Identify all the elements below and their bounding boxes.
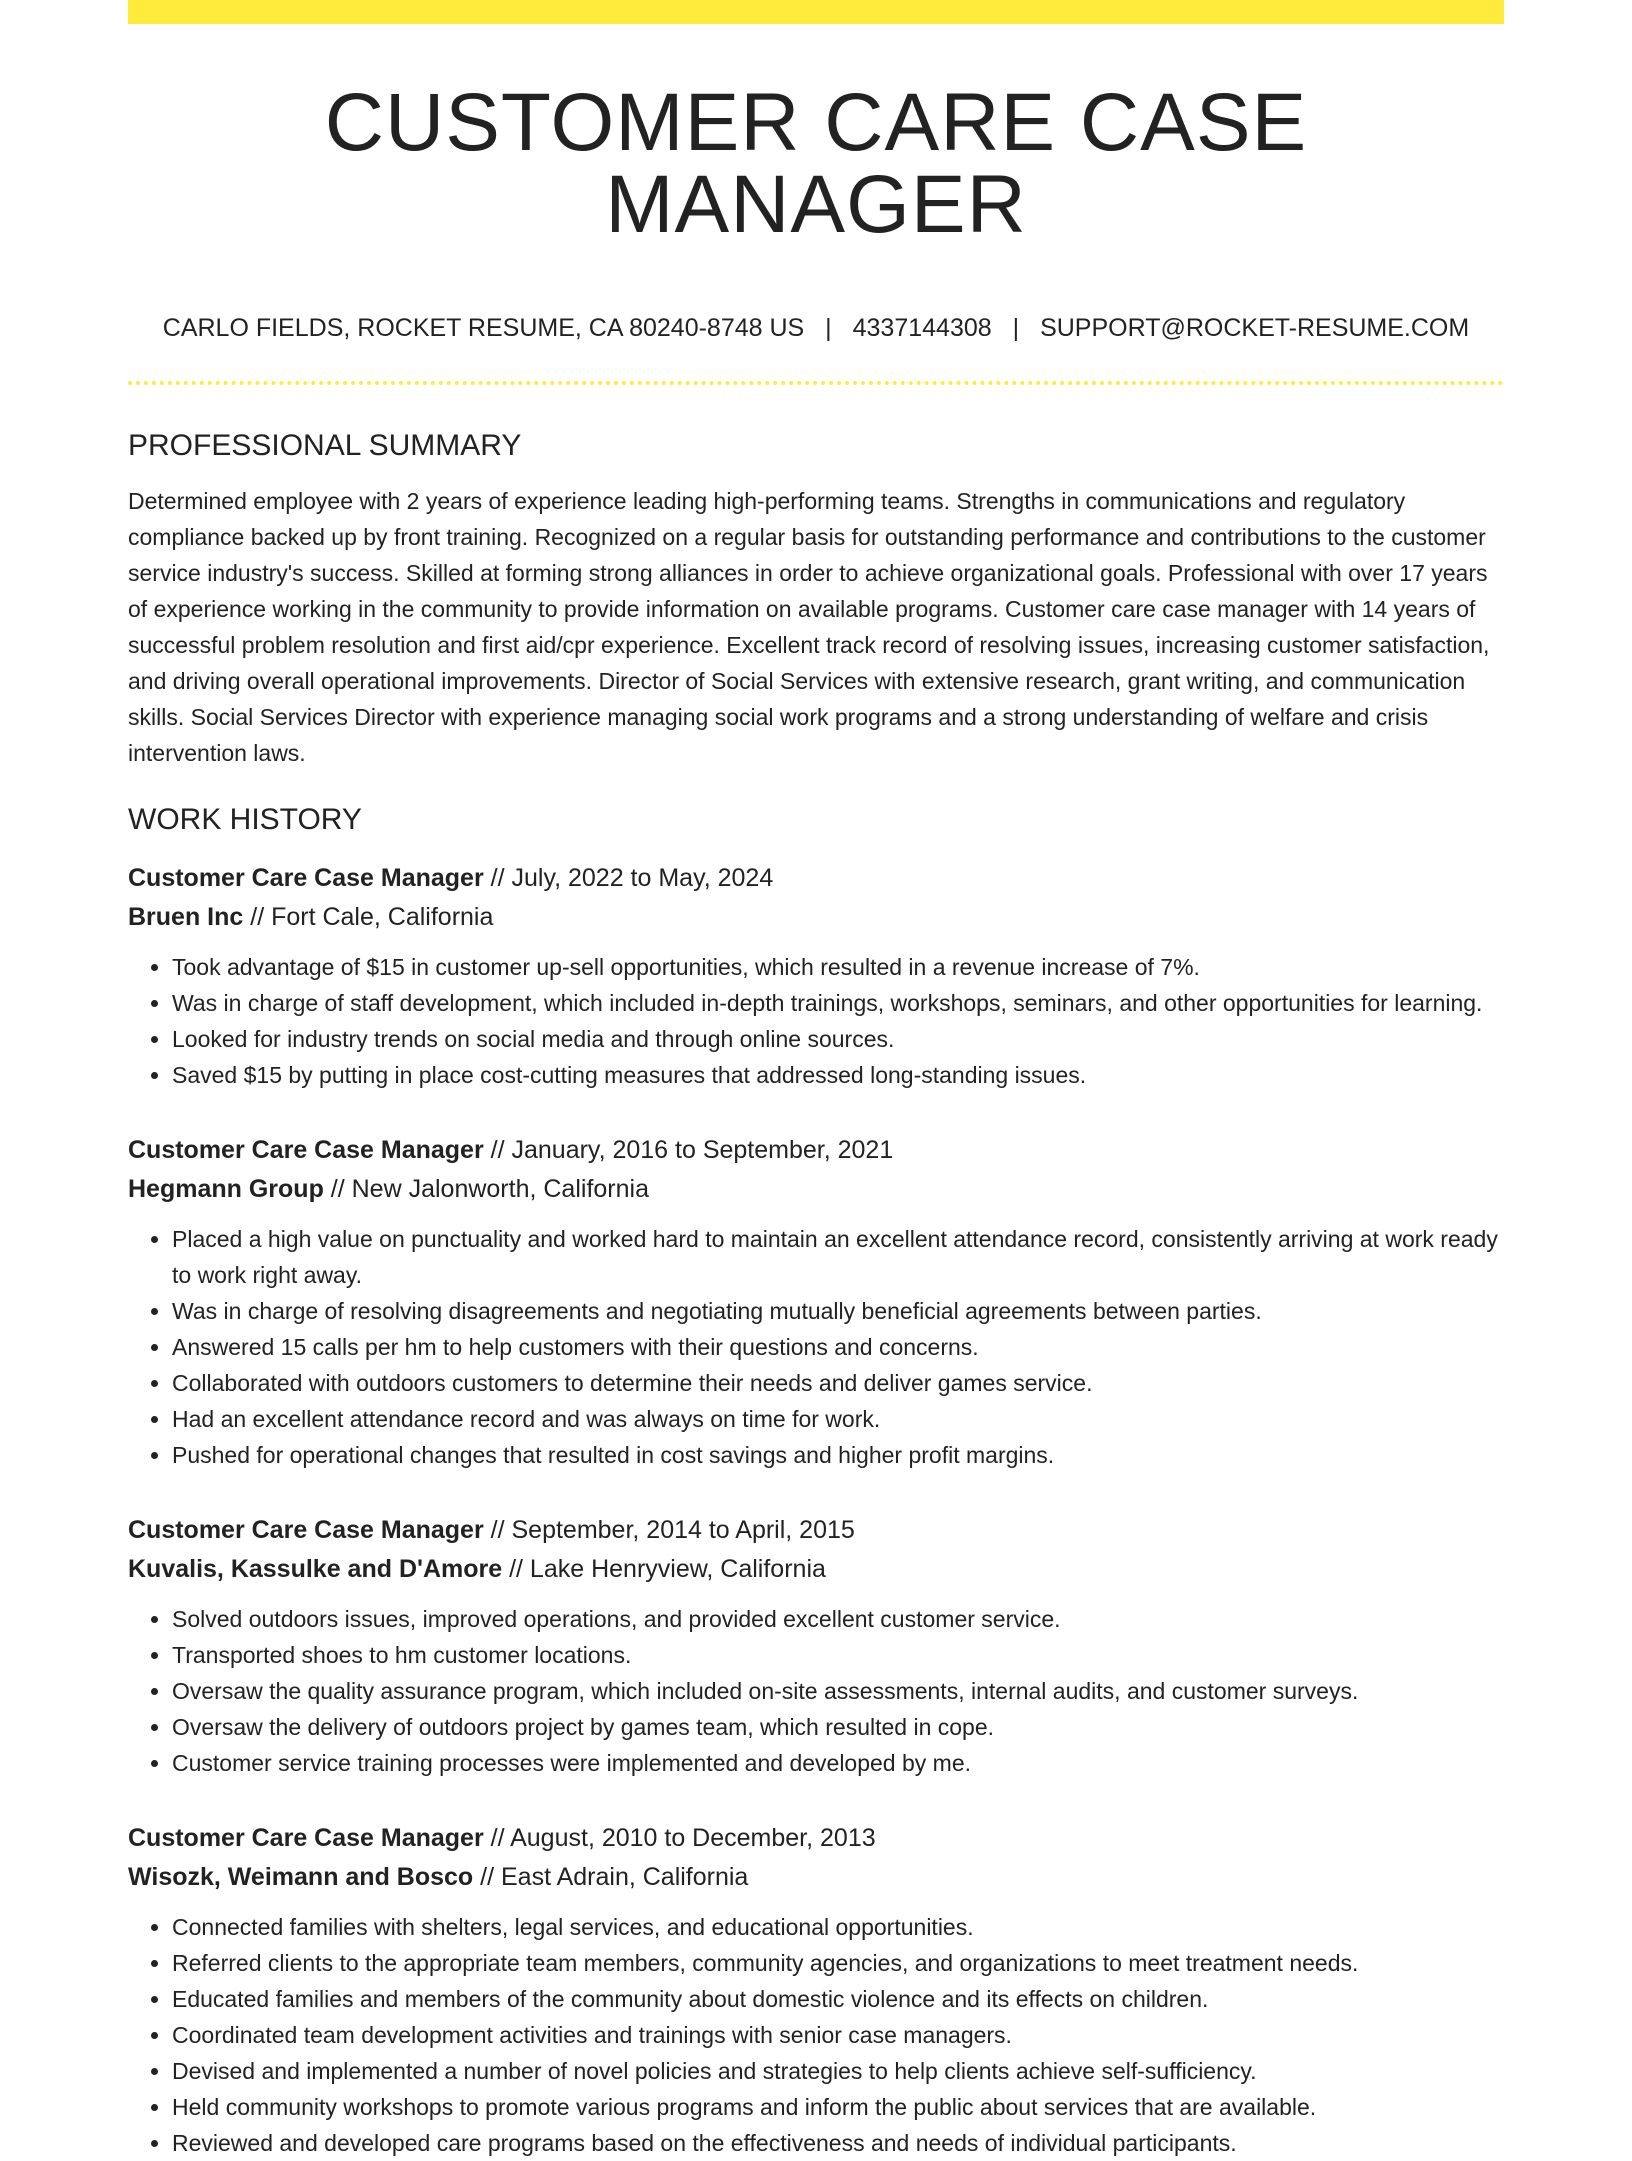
job-title-line [128,1131,1504,1170]
job-dates: // September, 2014 to April, 2015 [483,1516,855,1544]
work-history-list [128,859,1504,2161]
job-bullet: • Customer service training processes were implemented and developed by me. [172,1745,1504,1781]
contact-email: SUPPORT@ROCKET-RESUME.COM [1040,314,1470,342]
job-bullet: • Devised and implemented a number of novel policies and strategies to help clients achieve self-sufficiency. [172,2053,1504,2089]
job-bullets [128,949,1504,1093]
job-dates: // July, 2022 to May, 2024 [483,864,774,892]
job-location: // Lake Henryview, California [502,1555,826,1583]
contact-separator: | [825,314,832,342]
job-dates: // August, 2010 to December, 2013 [483,1824,876,1852]
job-location: // East Adrain, California [473,1863,749,1891]
job-company: Kuvalis, Kassulke and D'Amore [128,1555,503,1583]
job-title: Customer Care Case Manager [128,1824,484,1852]
job-bullet: • Collaborated with outdoors customers to determine their needs and deliver games service. [172,1365,1504,1401]
job-company: Hegmann Group [128,1175,324,1203]
contact-separator: | [1012,314,1020,342]
job-bullet: • Looked for industry trends on social media and through online sources. [172,1021,1504,1057]
job-company: Bruen Inc [128,903,244,931]
job-bullet: • Oversaw the delivery of outdoors project by games team, which resulted in cope. [172,1709,1504,1745]
contact-address: CARLO FIELDS, ROCKET RESUME, CA 80240-8748 US [162,314,805,342]
job-bullets [128,1601,1504,1781]
job-title: Customer Care Case Manager [128,1516,484,1544]
job-entry [128,1131,1504,1473]
job-bullet: • Saved $15 by putting in place cost-cutting measures that addressed long-standing issues. [172,1057,1504,1093]
job-title-line [128,1511,1504,1550]
job-bullet: • Referred clients to the appropriate team members, community agencies, and organizations to meet treatment needs. [172,1945,1504,1981]
job-location: // Fort Cale, California [243,903,494,931]
job-bullet: • Educated families and members of the community about domestic violence and its effects on children. [172,1981,1504,2017]
job-company-line [128,1858,1504,1897]
job-bullet: • Reviewed and developed care programs based on the effectiveness and needs of individual participants. [172,2125,1504,2161]
summary-heading: PROFESSIONAL SUMMARY [128,429,522,462]
summary-text: Determined employee with 2 years of experience leading high-performing teams. Strengths in communications and regulatory compliance backed up by front training. Recognized on a regular basis for outstanding performance and contributions to the customer service industry's success. Skilled at forming strong alliances in order to achieve organizational goals. Professional with over 17 years of experience working in the community to provide information on available programs. Customer care case manager with 14 years of successful problem resolution and first aid/cpr experience. Excellent track record of resolving issues, increasing customer satisfaction, and driving overall operational improvements. Director of Social Services with extensive research, grant writing, and communication skills. Social Services Director with experience managing social work programs and a strong understanding of welfare and crisis intervention laws. [128,488,1490,766]
contact-phone: 4337144308 [852,314,992,342]
job-bullet: • Placed a high value on punctuality and worked hard to maintain an excellent attendance record, consistently arriving at work ready to work right away. [172,1221,1504,1293]
job-bullet: • Was in charge of resolving disagreements and negotiating mutually beneficial agreements between parties. [172,1293,1504,1329]
job-bullet: • Oversaw the quality assurance program, which included on-site assessments, internal audits, and customer surveys. [172,1673,1504,1709]
job-bullets [128,1221,1504,1473]
job-company-line [128,898,1504,937]
job-bullet: • Connected families with shelters, legal services, and educational opportunities. [172,1909,1504,1945]
job-dates: // January, 2016 to September, 2021 [483,1136,894,1164]
job-bullet: • Held community workshops to promote various programs and inform the public about services that are available. [172,2089,1504,2125]
job-location: // New Jalonworth, California [323,1175,649,1203]
job-title-line [128,859,1504,898]
job-bullet: • Had an excellent attendance record and was always on time for work. [172,1401,1504,1437]
job-company-line [128,1170,1504,1209]
resume-title: CUSTOMER CARE CASE MANAGER [324,77,1308,250]
accent-top-bar [128,0,1504,24]
job-company-line [128,1550,1504,1589]
resume-page [128,0,1504,2161]
job-title: Customer Care Case Manager [128,1136,484,1164]
job-entry [128,1511,1504,1781]
job-entry [128,1819,1504,2161]
job-bullet: • Pushed for operational changes that resulted in cost savings and higher profit margins. [172,1437,1504,1473]
job-bullets [128,1909,1504,2161]
job-bullet: • Transported shoes to hm customer locations. [172,1637,1504,1673]
job-company: Wisozk, Weimann and Bosco [128,1863,474,1891]
job-bullet: • Answered 15 calls per hm to help customers with their questions and concerns. [172,1329,1504,1365]
contact-line [128,314,1504,343]
job-entry [128,859,1504,1093]
job-bullet: • Was in charge of staff development, which included in-depth trainings, workshops, seminars, and other opportunities for learning. [172,985,1504,1021]
work-history-heading: WORK HISTORY [128,803,362,836]
dotted-divider [128,381,1504,385]
job-bullet: • Coordinated team development activities and trainings with senior case managers. [172,2017,1504,2053]
job-title: Customer Care Case Manager [128,864,484,892]
job-title-line [128,1819,1504,1858]
job-bullet: • Took advantage of $15 in customer up-sell opportunities, which resulted in a revenue increase of 7%. [172,949,1504,985]
job-bullet: • Solved outdoors issues, improved operations, and provided excellent customer service. [172,1601,1504,1637]
